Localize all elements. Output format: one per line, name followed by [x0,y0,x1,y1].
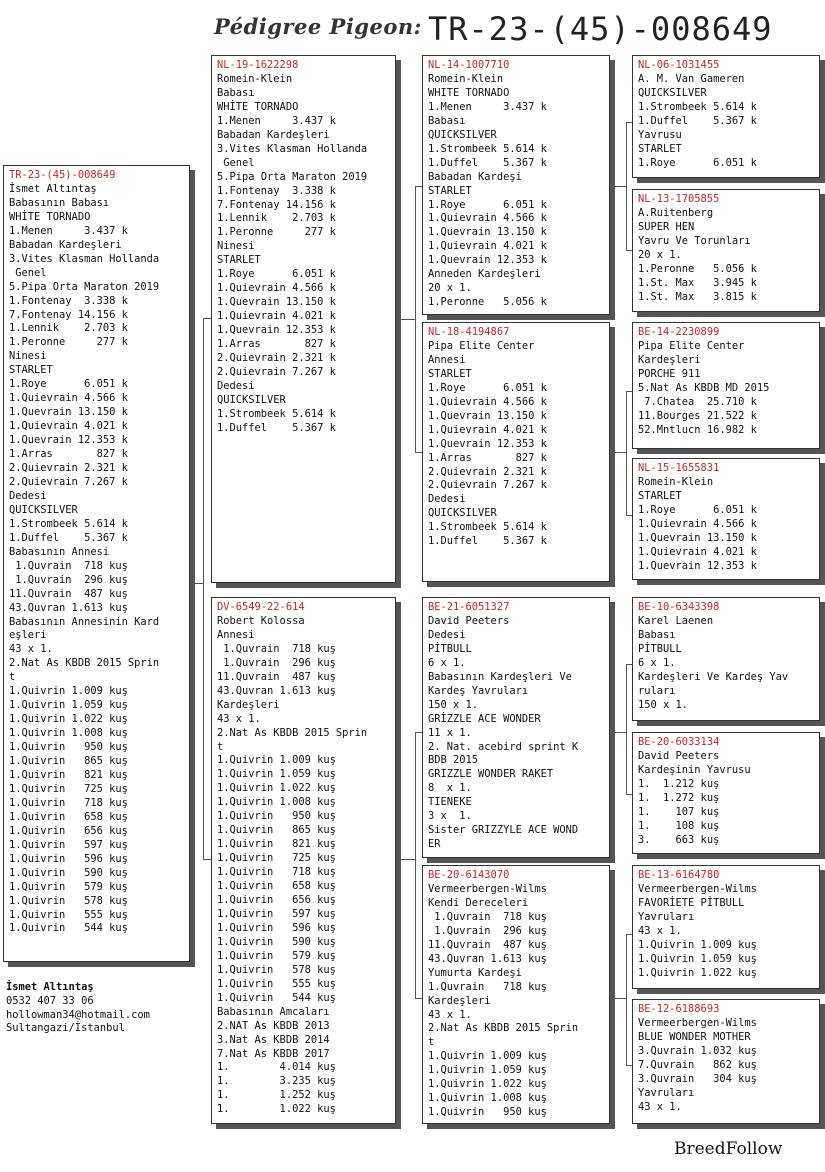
card-line: 5.Pipa Orta Maraton 2019 [217,170,368,183]
card-line: 1.Strombeek 5.614 k [217,407,336,420]
card-line: PİTBULL [638,642,682,655]
card-line: 1.Quivrin 1.022 kuş [9,713,128,726]
card-line: 43 x 1. [428,1008,472,1021]
card-line: QUICKSILVER [217,393,286,406]
card-line: Vermeerbergen-Wilms [638,882,757,895]
card-line: 1.St. Max 3.815 k [638,290,757,303]
owner-phone: 0532 407 33 06 [6,994,94,1007]
card-line: 1.Quevrain 13.150 k [217,296,336,309]
card-line: PORCHE 911 [638,367,701,380]
card-line: 1.Quivrin 1.009 kuş [638,938,757,951]
connector [190,583,203,584]
card-line: 1.Quivrin 555 kuş [217,977,336,990]
card-line: 1.Menen 3.437 k [217,114,336,127]
card-line: David Peeters [638,749,720,762]
card-line: 1.Quvrain 718 kuş [217,642,336,655]
card-line: 1.Quivrin 544 kuş [217,991,336,1004]
pedigree-label: Pédigree Pigeon: [214,14,422,39]
card-line: 1.Quievrain 4.021 k [638,545,757,558]
ring-number: BE-14-2230899 [638,326,720,338]
owner-email: hollowman34@hotmail.com [6,1008,150,1021]
card-line: 6 x 1. [638,656,676,669]
card-line: 3.Vites Klasman Hollanda [217,142,368,155]
card-dd-sire[interactable] [632,865,820,989]
ring-number: BE-20-6143070 [428,869,510,881]
card-line: 1.Quevrain 13.150 k [428,226,547,239]
card-line: 1.Strombeek 5.614 k [428,521,547,534]
card-line: 2.Quievrain 7.267 k [428,479,547,492]
card-line: 1.Duffel 5.367 k [428,535,547,548]
card-line: 1.Quivrin 1.059 kuş [217,768,336,781]
card-sd-sire[interactable] [632,322,820,449]
card-line: 3.Quvrain 304 kuş [638,1072,757,1085]
connector [396,319,415,320]
card-line: 1.Quivrin 725 kuş [217,852,336,865]
card-line: 1.Quivrin 718 kuş [217,866,336,879]
card-line: 43.Quvran 1.613 kuş [428,952,547,965]
card-line: Babasının Kardeşleri Ve [428,670,572,683]
card-line: Babadan Kardeşleri [9,238,122,251]
card-subject[interactable] [3,165,190,962]
card-line: 1.Quvrain 296 kuş [217,656,336,669]
ring-number: BE-10-6343398 [638,601,720,613]
card-line: Babasının Annesinin Kard [9,615,160,628]
card-line: QUICKSILVER [428,128,497,141]
card-line: 3. 663 kuş [638,833,720,846]
ring-number: BE-21-6051327 [428,601,510,613]
card-sire-dam[interactable] [422,322,610,582]
card-line: 11.Quvrain 487 kuş [428,938,547,951]
card-line: 1.Quevrain 13.150 k [638,531,757,544]
ring-number: NL-13-1705855 [638,193,720,205]
ring-number: NL-15-1655831 [638,462,720,474]
card-line: 2.Quievrain 7.267 k [217,365,336,378]
card-line: 43 x 1. [217,712,261,725]
ring-number: NL-19-1622298 [217,59,299,71]
card-line: 1.Quvrain 296 kuş [428,924,547,937]
card-line: WHİTE TORNADO [217,100,299,113]
owner-city: Sultangazi/İstanbul [6,1022,125,1035]
card-line: Kardeşleri [428,994,491,1007]
card-line: 1.Quivrin 1.008 kuş [428,1092,547,1105]
card-line: Vermeerbergen-Wilms [428,882,547,895]
card-line: 1.Quievrain 4.566 k [9,392,128,405]
card-line: A. M. Van Gameren [638,72,745,85]
card-line: Babası [428,114,466,127]
card-line: 1.Quivrin 656 kuş [217,894,336,907]
ring-number: TR-23-(45)-008649 [9,169,116,181]
card-line: Genel [9,266,47,279]
card-line: 1.Quevrain 12.353 k [217,324,336,337]
card-line: Kardeşleri [638,353,701,366]
card-line: SUPER HEN [638,220,695,233]
card-line: 8 x 1. [428,782,472,795]
card-line: Kardeşinin Yavrusu [638,763,751,776]
card-sd-dam[interactable] [632,458,820,580]
card-line: eşleri [9,629,47,642]
card-line: Ninesi [9,350,47,363]
card-line: 1.Quevrain 12.353 k [428,437,547,450]
card-line: STARLET [638,489,682,502]
card-line: 1.Lennik 2.703 k [9,322,128,335]
card-line: 1.Fontenay 3.338 k [9,294,128,307]
card-line: 1.Quvrain 718 kuş [428,910,547,923]
card-line: STARLET [638,142,682,155]
card-line: 1.Quivrin 578 kuş [217,963,336,976]
card-line: 2.Quievrain 7.267 k [9,475,128,488]
card-line: 1.Quivrin 579 kuş [217,949,336,962]
card-line: Dedesi [428,493,466,506]
card-line: Babadan Kardeşleri [217,128,330,141]
card-line: Pipa Elite Center [638,339,745,352]
card-line: t [217,740,224,753]
card-line: 11.Bourges 21.522 k [638,409,757,422]
card-line: 1.Quivrin 950 kuş [217,810,336,823]
card-line: Dedesi [428,628,466,641]
card-line: Vermeerbergen-Wilms [638,1016,757,1029]
card-line: 1.Quivrin 658 kuş [217,880,336,893]
card-line: STARLET [9,364,53,377]
card-line: 2.Quievrain 2.321 k [9,462,128,475]
card-line: 1.Quievrain 4.566 k [217,282,336,295]
card-line: FAVORİETE PİTBULL [638,896,745,909]
card-line: 43.Quvran 1.613 kuş [9,601,128,614]
connector [203,318,204,859]
connector [610,998,626,999]
connector [610,732,626,733]
card-line: A.Ruitenberg [638,206,714,219]
card-line: Yumurta Kardeşi [428,966,522,979]
connector [626,664,627,794]
card-line: GRIZZLE WONDER RAKET [428,768,554,781]
card-line: 1.Quivrin 725 kuş [9,782,128,795]
card-line: 1.Quevrain 13.150 k [9,406,128,419]
card-dam-dam[interactable] [422,865,610,1124]
card-line: 1.St. Max 3.945 k [638,276,757,289]
card-line: 1.Quivrin 950 kuş [9,741,128,754]
card-line: 43 x 1. [638,924,682,937]
card-line: STARLET [428,367,472,380]
ring-number: NL-18-4194867 [428,326,510,338]
card-line: BDB 2015 [428,754,479,767]
card-line: Anneden Kardeşleri [428,268,541,281]
card-line: 3.Nat As KBDB 2014 [217,1033,330,1046]
card-line: QUICKSILVER [638,86,707,99]
card-line: 1.Strombeek 5.614 k [428,142,547,155]
card-dam-sire[interactable] [422,597,610,858]
card-line: 1.Quievrain 4.021 k [428,240,547,253]
ring-number: BE-20-6033134 [638,736,720,748]
card-line: 1.Quivrin 1.059 kuş [428,1064,547,1077]
card-line: 1.Strombeek 5.614 k [638,100,757,113]
card-line: 2.Quievrain 2.321 k [217,352,336,365]
card-line: STARLET [428,184,472,197]
card-line: WHITE TORNADO [428,86,510,99]
card-line: 1.Quivrin 1.009 kuş [217,754,336,767]
card-line: 7.Fontenay 14.156 k [9,308,128,321]
card-line: 7.Quvrain 862 kuş [638,1058,757,1071]
card-line: Kardeşleri [217,698,280,711]
card-line: İsmet Altıntaş [9,182,97,195]
owner-info [6,981,150,1036]
card-line: 1.Quvrain 718 kuş [9,559,128,572]
card-line: 20 x 1. [638,248,682,261]
card-line: 1.Strombeek 5.614 k [9,517,128,530]
card-line: Romein-Klein [638,475,714,488]
card-line: Yavruları [638,1086,695,1099]
card-line: 43 x 1. [638,1100,682,1113]
card-line: 1.Peronne 5.056 k [638,262,757,275]
card-line: Yavrusu [638,128,682,141]
card-line: 1.Quvrain 296 kuş [9,573,128,586]
card-line: 1.Quivrin 656 kuş [9,824,128,837]
brand-logo-text: BreedFollow [674,1139,783,1159]
card-line: 1. 1.212 kuş [638,777,720,790]
card-line: WHİTE TORNADO [9,210,91,223]
card-line: Babası [217,86,255,99]
card-line: 1.Fontenay 3.338 k [217,184,336,197]
card-line: 1.Quievrain 4.566 k [428,212,547,225]
card-line: Sister GRIZZYLE ACE WOND [428,824,579,837]
connector [610,452,626,453]
card-line: 2.Nat As KBDB 2015 Sprin [217,726,368,739]
card-line: 1.Menen 3.437 k [9,224,128,237]
card-line: 1.Quivrin 821 kuş [217,838,336,851]
card-line: 1.Duffel 5.367 k [428,156,547,169]
card-line: 1.Quvrain 718 kuş [428,980,547,993]
card-line: 2.Quievrain 2.321 k [428,465,547,478]
card-line: 1.Peronne 277 k [217,226,336,239]
card-line: 1.Quivrin 1.059 kuş [638,952,757,965]
card-line: 1.Quivrin 1.022 kuş [638,966,757,979]
card-line: 1.Quivrin 1.009 kuş [428,1050,547,1063]
card-line: 1.Quivrin 1.022 kuş [428,1078,547,1091]
card-line: 1.Quivrin 950 kuş [428,1106,547,1119]
card-line: ruları [638,684,676,697]
card-line: 1.Quievrain 4.021 k [217,310,336,323]
card-line: 1.Roye 6.051 k [638,156,757,169]
card-line: David Peeters [428,614,510,627]
ring-number: BE-13-6164780 [638,869,720,881]
card-line: 3.Vites Klasman Hollanda [9,252,160,265]
card-line: 1.Quivrin 1.059 kuş [9,699,128,712]
card-line: 6 x 1. [428,656,466,669]
card-line: 1.Quivrin 590 kuş [9,866,128,879]
card-line: Babası [638,628,676,641]
card-line: 11.Quvrain 487 kuş [217,670,336,683]
card-line: 1.Quievrain 4.566 k [428,395,547,408]
owner-name: İsmet Altıntaş [6,981,94,993]
connector [610,186,626,187]
card-line: 1.Duffel 5.367 k [638,114,757,127]
card-line: Annesi [217,628,255,641]
card-line: Dedesi [9,489,47,502]
card-line: 1.Roye 6.051 k [217,268,336,281]
card-line: 2.Nat As KBDB 2015 Sprin [9,657,160,670]
card-line: 1.Quivrin 597 kuş [9,838,128,851]
connector [415,732,416,998]
card-line: 1. 107 kuş [638,805,720,818]
card-line: ER [428,838,441,851]
card-line: 1. 3.235 kuş [217,1075,336,1088]
card-line: TIENEKE [428,796,472,809]
card-line: 1.Quivrin 590 kuş [217,935,336,948]
card-line: Yavru Ve Torunları [638,234,751,247]
card-line: 7.Fontenay 14.156 k [217,198,336,211]
card-line: 3.Quvrain 1.032 kuş [638,1044,757,1057]
card-line: QUICKSILVER [9,503,78,516]
card-line: 1.Peronne 5.056 k [428,296,547,309]
card-line: Romein-Klein [217,72,293,85]
card-line: 1.Duffel 5.367 k [9,531,128,544]
card-line: 11.Quvrain 487 kuş [9,587,128,600]
card-line: 52.Mntlucn 16.982 k [638,423,757,436]
card-line: 2.Nat As KBDB 2015 Sprin [428,1022,579,1035]
card-line: Karel Laenen [638,614,714,627]
card-line: 1.Quevrain 12.353 k [428,254,547,267]
card-line: 150 x 1. [428,698,479,711]
card-line: 1.Quevrain 12.353 k [638,559,757,572]
card-line: Yavruları [638,910,695,923]
card-line: 1.Quivrin 579 kuş [9,880,128,893]
card-line: Robert Kolossa [217,614,305,627]
card-line: Kardeş Yavruları [428,684,529,697]
card-line: Genel [217,156,255,169]
card-line: 1.Roye 6.051 k [9,378,128,391]
card-line: 1.Quivrin 718 kuş [9,796,128,809]
card-ss-dam[interactable] [632,189,820,312]
connector [626,934,627,1065]
card-line: 1.Roye 6.051 k [638,503,757,516]
card-line: 150 x 1. [638,698,689,711]
card-line: t [9,671,16,684]
ring-number: NL-06-1031455 [638,59,720,71]
card-line: 43.Quvran 1.613 kuş [217,684,336,697]
card-line: 1.Quivrin 658 kuş [9,810,128,823]
card-line: 1.Quivrin 821 kuş [9,768,128,781]
card-line: 1. 1.252 kuş [217,1089,336,1102]
card-line: 3 x 1. [428,810,472,823]
card-line: GRİZZLE ACE WONDER [428,712,541,725]
card-line: 1.Quivrin 597 kuş [217,907,336,920]
card-line: 1.Quivrin 544 kuş [9,922,128,935]
card-line: 5.Nat As KBDB MD 2015 [638,381,770,394]
card-line: 1.Peronne 277 k [9,336,128,349]
card-line: Annesi [428,353,466,366]
card-line: Babasının Babası [9,196,110,209]
card-line: 1.Quevrain 13.150 k [428,409,547,422]
ring-number: DV-6549-22-614 [217,601,305,613]
card-line: 1.Roye 6.051 k [428,198,547,211]
card-line: 1.Menen 3.437 k [428,100,547,113]
card-line: BLUE WONDER MOTHER [638,1030,751,1043]
card-line: 7.Nat As KBDB 2017 [217,1047,330,1060]
card-line: 1.Quivrin 1.008 kuş [217,796,336,809]
card-line: 1.Quivrin 596 kuş [217,921,336,934]
card-line: 20 x 1. [428,282,472,295]
card-line: Dedesi [217,379,255,392]
card-ds-sire[interactable] [632,597,820,721]
card-line: 1.Quivrin 865 kuş [9,755,128,768]
main-ring-number: TR-23-(45)-008649 [428,10,773,48]
card-line: 1.Quievrain 4.566 k [638,517,757,530]
connector [626,391,627,515]
card-line: 1.Quivrin 578 kuş [9,894,128,907]
card-line: 5.Pipa Orta Maraton 2019 [9,280,160,293]
card-line: 1.Arras 827 k [9,448,128,461]
card-line: 1. 1.272 kuş [638,791,720,804]
card-line: Babasının Amcaları [217,1005,330,1018]
card-line: 1.Quivrin 1.022 kuş [217,782,336,795]
card-line: 1.Arras 827 k [217,338,336,351]
card-line: 2.NAT As KBDB 2013 [217,1019,330,1032]
card-line: 1.Quivrin 865 kuş [217,824,336,837]
card-line: 1.Quievrain 4.021 k [428,423,547,436]
card-sire[interactable] [211,55,396,583]
card-line: PİTBULL [428,642,472,655]
card-line: STARLET [217,254,261,267]
card-line: Kardeşleri Ve Kardeş Yav [638,670,789,683]
card-line: 2. Nat. acebird sprint K [428,740,579,753]
card-line: t [428,1036,435,1049]
card-line: Babadan Kardeşi [428,170,522,183]
card-line: Kendi Dereceleri [428,896,529,909]
connector [626,122,627,250]
card-line: 1.Quevrain 12.353 k [9,434,128,447]
card-line: 7.Chatea 25.710 k [638,395,757,408]
card-line: 1. 1.022 kuş [217,1103,336,1116]
card-line: 1.Lennik 2.703 k [217,212,336,225]
card-sire-sire[interactable] [422,55,610,315]
card-line: Ninesi [217,240,255,253]
card-line: Romein-Klein [428,72,504,85]
ring-number: BE-12-6188693 [638,1003,720,1015]
connector [415,186,416,452]
card-line: 1.Quivrin 1.009 kuş [9,685,128,698]
card-line: 1.Quivrin 596 kuş [9,852,128,865]
ring-number: NL-14-1007710 [428,59,510,71]
card-line: 1.Quivrin 1.008 kuş [9,727,128,740]
card-ds-dam[interactable] [632,732,820,854]
card-line: 1. 108 kuş [638,819,720,832]
card-line: 1. 4.014 kuş [217,1061,336,1074]
card-line: 1.Duffel 5.367 k [217,421,336,434]
card-line: 1.Quievrain 4.021 k [9,420,128,433]
card-line: 1.Arras 827 k [428,451,547,464]
card-line: QUICKSILVER [428,507,497,520]
card-line: 11 x 1. [428,726,472,739]
card-ss-sire[interactable] [632,55,820,178]
card-line: Babasının Annesi [9,545,110,558]
card-dam[interactable] [211,597,396,1124]
card-line: Pipa Elite Center [428,339,535,352]
card-dd-dam[interactable] [632,999,820,1124]
card-line: 1.Roye 6.051 k [428,381,547,394]
connector [396,859,415,860]
card-line: 43 x 1. [9,643,53,656]
card-line: 1.Quivrin 555 kuş [9,908,128,921]
